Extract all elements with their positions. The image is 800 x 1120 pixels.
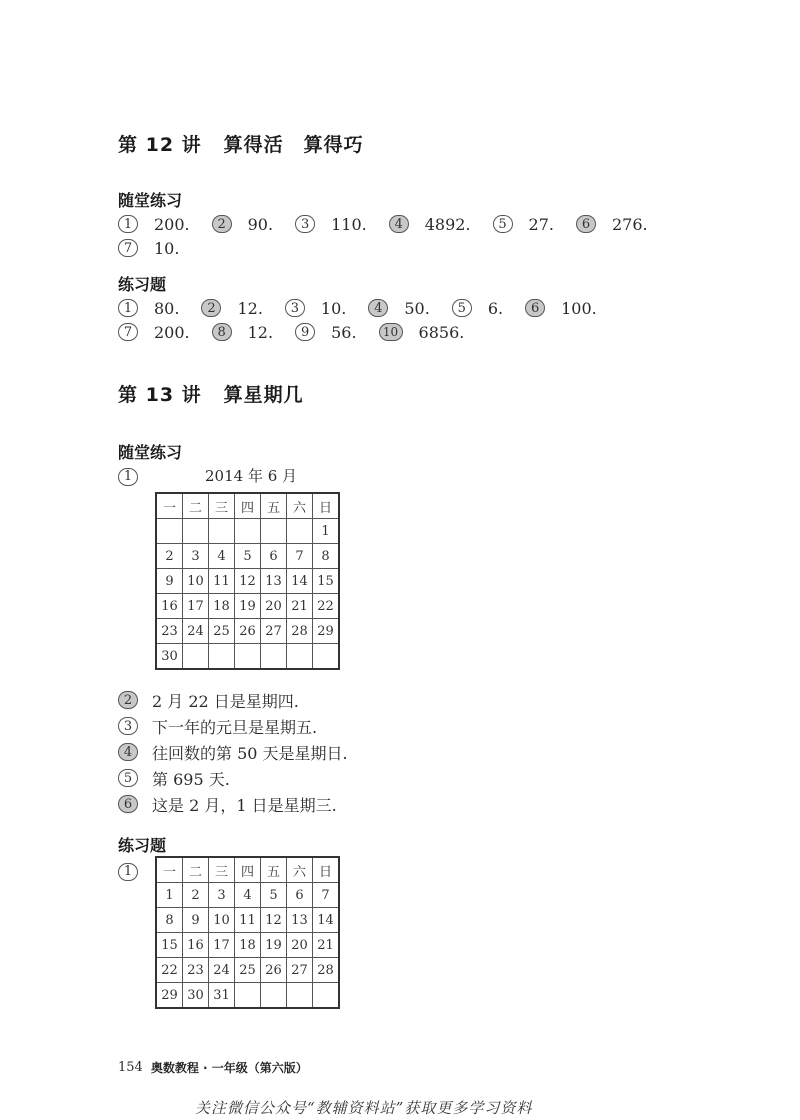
calendar-day-cell: 10 [209,908,235,933]
answer-number-badge: 4 [389,215,409,233]
calendar-day-cell: 27 [261,619,287,644]
answer-item [379,323,465,342]
answer-text: 下一年的元旦是星期五. [152,717,318,737]
answer-item [525,299,597,318]
calendar-week-row [156,958,339,983]
exercise-item-1 [118,860,138,881]
calendar-day-cell: 20 [287,933,313,958]
calendar-day-cell: 16 [156,594,183,619]
weekday-header: 二 [183,493,209,519]
calendar-day-cell: 3 [183,544,209,569]
answer-value: 10. [320,298,347,318]
answer-number-badge: 3 [285,299,305,317]
answer-item [285,299,346,318]
calendar-day-cell: 29 [156,983,183,1009]
answer-number-badge: 3 [118,717,138,735]
answer-number-badge: 6 [525,299,545,317]
answer-item [295,215,367,234]
calendar-day-cell: 30 [183,983,209,1009]
calendar-day-cell: 14 [287,569,313,594]
weekday-header: 日 [313,857,340,883]
answer-value: 200. [154,322,190,342]
calendar-day-cell: 22 [313,594,340,619]
answer-value: 80. [154,298,180,318]
answer-item [118,215,190,234]
watermark-text: 关注微信公众号“教辅资料站”获取更多学习资料 [195,1099,533,1117]
lecture-13-title [118,380,304,407]
calendar-day-cell: 9 [183,908,209,933]
calendar-day-cell: 4 [209,544,235,569]
item-number: 1 [118,468,138,486]
answer-line [118,739,348,765]
answer-value: 6856. [418,322,465,342]
calendar-day-cell: 31 [209,983,235,1009]
answer-number-badge: 6 [576,215,596,233]
calendar-day-cell [287,644,313,670]
weekday-header: 五 [261,857,287,883]
weekday-header: 三 [209,493,235,519]
answer-value: 110. [331,214,367,234]
answer-value: 4892. [424,214,471,234]
calendar-day-cell: 15 [313,569,340,594]
calendar-day-cell: 25 [235,958,261,983]
answer-number-badge: 7 [118,323,138,341]
calendar-day-cell: 14 [313,908,340,933]
item-1 [118,465,138,486]
answer-number-badge: 5 [493,215,513,233]
calendar-day-cell [261,519,287,544]
calendar-day-cell: 13 [261,569,287,594]
calendar-header-row [156,493,339,519]
lecture-13-practice-answers [118,687,348,817]
lecture-12-exercises-heading: 练习题 [118,275,167,294]
calendar-week-row [156,519,339,544]
answer-value: 56. [331,322,357,342]
calendar-week-row [156,644,339,670]
calendar-day-cell [209,644,235,670]
answer-row [118,212,670,236]
answer-row [118,236,670,260]
answer-number-badge: 3 [295,215,315,233]
weekday-header: 四 [235,857,261,883]
calendar-day-cell: 18 [235,933,261,958]
calendar-day-cell: 30 [156,644,183,670]
calendar-exercise [155,856,340,1009]
calendar-day-cell: 23 [183,958,209,983]
calendar-day-cell: 13 [287,908,313,933]
answer-line [118,713,348,739]
answer-value: 6. [487,298,504,318]
answer-line [118,687,348,713]
calendar-day-cell: 24 [209,958,235,983]
answer-item [201,299,262,318]
answer-value: 50. [404,298,430,318]
calendar-week-row [156,883,339,908]
lecture-12-practice-answers [118,212,670,260]
calendar-day-cell: 21 [313,933,340,958]
answer-number-badge: 2 [212,215,232,233]
calendar-day-cell: 23 [156,619,183,644]
calendar-day-cell: 1 [313,519,340,544]
lecture-12-exercise-answers [118,296,619,344]
calendar-day-cell: 4 [235,883,261,908]
answer-value: 276. [611,214,648,234]
calendar-day-cell: 12 [261,908,287,933]
answer-value: 200. [154,214,190,234]
book-title: 奥数教程 · 一年级（第六版） [150,1061,308,1075]
calendar-day-cell: 8 [313,544,340,569]
answer-number-badge: 6 [118,795,138,813]
calendar-day-cell [261,983,287,1009]
calendar-week-row [156,983,339,1009]
answer-number-badge: 5 [118,769,138,787]
calendar-week-row [156,933,339,958]
answer-item [118,239,179,258]
lecture-13-name: 算星期几 [223,384,304,406]
calendar-day-cell [235,519,261,544]
answer-line [118,791,348,817]
lecture-12-number: 第 12 讲 [118,134,202,156]
answer-value: 90. [247,214,274,234]
calendar-week-row [156,594,339,619]
calendar-day-cell [183,644,209,670]
calendar-day-cell: 28 [313,958,340,983]
calendar-day-cell: 5 [261,883,287,908]
calendar-day-cell: 17 [209,933,235,958]
calendar-week-row [156,569,339,594]
weekday-header: 日 [313,493,340,519]
answer-number-badge: 7 [118,239,138,257]
calendar-day-cell: 26 [235,619,261,644]
answer-number-badge: 5 [452,299,472,317]
calendar-week-row [156,908,339,933]
answer-value: 12. [237,298,263,318]
calendar-day-cell: 3 [209,883,235,908]
calendar-day-cell: 16 [183,933,209,958]
answer-text: 往回数的第 50 天是星期日. [152,743,348,763]
calendar-day-cell: 2 [183,883,209,908]
answer-item [452,299,503,318]
calendar-day-cell: 6 [287,883,313,908]
answer-item [118,323,190,342]
answer-number-badge: 8 [212,323,232,341]
weekday-header: 四 [235,493,261,519]
calendar-day-cell: 18 [209,594,235,619]
answer-item [118,299,179,318]
weekday-header: 二 [183,857,209,883]
calendar-day-cell: 28 [287,619,313,644]
calendar-day-cell: 7 [287,544,313,569]
answer-value: 27. [528,214,554,234]
calendar-caption: 2014 年 6 月 [205,467,298,485]
calendar-week-row [156,619,339,644]
weekday-header: 一 [156,493,183,519]
answer-item [212,215,273,234]
calendar-day-cell: 5 [235,544,261,569]
answer-line [118,765,348,791]
calendar-header-row [156,857,339,883]
calendar-day-cell: 24 [183,619,209,644]
answer-item [389,215,471,234]
calendar-day-cell [313,644,340,670]
answer-item [368,299,429,318]
lecture-13-number: 第 13 讲 [118,384,202,406]
page-number: 154 [118,1060,143,1075]
calendar-day-cell: 15 [156,933,183,958]
calendar-day-cell: 8 [156,908,183,933]
answer-number-badge: 1 [118,215,138,233]
calendar-day-cell: 1 [156,883,183,908]
weekday-header: 一 [156,857,183,883]
calendar-day-cell: 10 [183,569,209,594]
calendar-day-cell: 29 [313,619,340,644]
calendar-day-cell: 22 [156,958,183,983]
calendar-june-2014 [155,492,340,670]
answer-text: 第 695 天. [152,769,230,789]
calendar-day-cell: 19 [235,594,261,619]
answer-value: 10. [154,238,180,258]
calendar-day-cell: 19 [261,933,287,958]
calendar-day-cell [183,519,209,544]
calendar-day-cell: 9 [156,569,183,594]
answer-item [576,215,648,234]
calendar-day-cell: 26 [261,958,287,983]
calendar-day-cell [156,519,183,544]
answer-number-badge: 1 [118,299,138,317]
calendar-day-cell: 12 [235,569,261,594]
calendar-day-cell: 6 [261,544,287,569]
calendar-day-cell [313,983,340,1009]
answer-row [118,296,619,320]
answer-item [212,323,273,342]
answer-number-badge: 4 [118,743,138,761]
answer-number-badge: 4 [368,299,388,317]
weekday-header: 五 [261,493,287,519]
calendar-day-cell: 11 [235,908,261,933]
calendar-day-cell: 25 [209,619,235,644]
calendar-day-cell [261,644,287,670]
calendar-day-cell: 17 [183,594,209,619]
calendar-day-cell [287,519,313,544]
item-number: 1 [118,863,138,881]
calendar-day-cell [235,983,261,1009]
calendar-day-cell: 27 [287,958,313,983]
calendar-day-cell: 11 [209,569,235,594]
calendar-day-cell: 21 [287,594,313,619]
answer-item [295,323,356,342]
calendar-day-cell [235,644,261,670]
calendar-week-row [156,544,339,569]
answer-value: 12. [247,322,274,342]
calendar-day-cell [209,519,235,544]
lecture-12-title [118,130,364,157]
calendar-day-cell: 20 [261,594,287,619]
calendar-day-cell: 7 [313,883,340,908]
lecture-12-practice-heading: 随堂练习 [118,191,183,210]
lecture-12-name: 算得活 算得巧 [223,134,364,156]
answer-text: 这是 2 月，1 日是星期三. [152,795,337,815]
answer-text: 2 月 22 日是星期四. [152,691,299,711]
answer-value: 100. [561,298,597,318]
answer-row [118,320,619,344]
lecture-13-exercises-heading: 练习题 [118,836,167,855]
answer-number-badge: 2 [118,691,138,709]
calendar-day-cell [287,983,313,1009]
answer-number-badge: 10 [379,323,403,341]
weekday-header: 三 [209,857,235,883]
page-footer [118,1059,308,1076]
answer-number-badge: 2 [201,299,221,317]
weekday-header: 六 [287,857,313,883]
calendar-day-cell: 2 [156,544,183,569]
lecture-13-practice-heading: 随堂练习 [118,443,183,462]
answer-number-badge: 9 [295,323,315,341]
weekday-header: 六 [287,493,313,519]
answer-item [493,215,554,234]
